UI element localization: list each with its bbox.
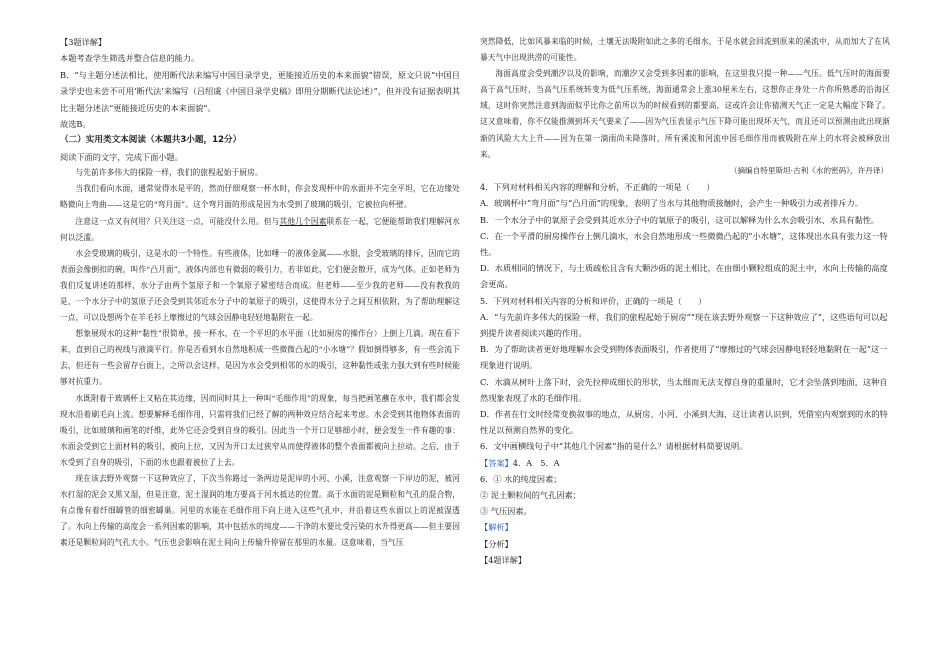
article-paragraph-6: 水既附着于玻璃杯上又粘在其边缘，因而同时其上一种叫“毛细作用”的现象，每当把画笔蘸在水中，我们都会发现水沿着刷毛向上流。想要解释毛细作用，只需将我们已经了解的两种效应结合起来考虑。水会受到其他物体表面的吸引，比如玻璃和画笔的纤维，此外它还会受到自身的吸引。因此当一个开口足够细小时，便会发生一件有趣的事：水面会受到它上面材料的吸引，被向上拉，又因为开口太过狭窄从而使得液体的整个表面都被向上拉动。之后，由于水受到了自身的吸引，下面的水也跟着被拉了上去。 [60,393,460,467]
analysis-subtag: 【分析】 [480,538,513,549]
q3-detail-tag: 【3题详解】 [60,37,107,47]
article-paragraph-8: 突然降低，比如风暴来临的时候，土壤无法吸附如此之多的毛细水，于是水就会回流到原来的溪流中，从而加大了在风暴天气中出现洪涝的可能性。 [480,37,890,63]
q3-option-b-analysis: B．“与主题分述法相比，使用断代法来编写中国目录学史，更能接近历史的本来面貌”错误，原文只说“中国目录学史也未尝不可用‘断代法’来编写（吕绍虞《中国目录学史稿》即用分期断代法论述）”，但并没有证据表明其比主题分述法“更能接近历史的本来面貌”。 [60,69,460,113]
question-4-option-a: A．玻璃杯中“弯月面”与“凸月面”的现象，表明了当水与其他物质接触时，会产生一种吸引力或者排斥力。 [480,198,863,209]
answer-text: 4．A 5．A [512,457,560,468]
analysis-tag: 【解析】 [480,522,513,533]
question-5: 5．下列对材料相关内容的分析和评价，正确的一项是（ ） [480,295,707,306]
answer-line [480,455,890,471]
question-4-option-c: C．在一个平滑的厨房操作台上倒几滴水，水会自然地形成一些微微凸起的“小水塘”，这体现出水具有张力这一特性。 [480,230,888,257]
article-source: （摘编自特里斯坦·古利《水的密码》，许丹译） [729,165,888,175]
answer-6-item-2: ② 泥土颗粒间的气孔因素； [480,490,581,501]
paragraph-3-pre: 注意这一点又有何用？只关注这一点，可能没什么用。但与 [75,216,280,226]
right-column [480,34,890,568]
question-4-option-d: D．水质相同的情况下，与土质疏松且含有大颗沙砾的泥土相比，在由细小颗粒组成的泥土中，水向上传输的高度会更高。 [480,263,888,290]
left-column [60,34,460,552]
question-5-option-a: A．“与先前许多伟大的探险一样，我们的旅程起始于厨房”“现在该去野外观察一下这种效应了”，这些语句可以起到提升读者阅读兴趣的作用。 [480,311,888,338]
article-paragraph-2: 当我们看向水面，通常觉得水是平的，然而仔细观察一杯水时，你会发现杯中的水面并不完全平坦，它在边缘处略微向上弯曲——这是它的“弯月面”。这个弯月面的形成是因为水受到了玻璃的吸引，它被拉向杯壁。 [60,184,460,210]
answer-6-item-3: ③ 气压因素。 [480,506,532,517]
article-paragraph-5: 想象展现水的这种“黏性”很简单，接一杯水，在一个平坦的水平面（比如厨房的操作台）上倒上几滴。现在看下来，直到自己的视线与液滴平行。你是否看到水自然地积成一些微微凸起的“小水塘”？假如倒得够多，有一些会流下去，但还有一些会留存台面上，之所以会这样，是因为水会受到相邻的水的吸引，这种黏性或张力强大到有些时候能够对抗重力。 [60,329,460,387]
question-4-detail-tag: 【4题详解】 [480,554,527,565]
question-4: 4．下列对材料相关内容的理解和分析，不正确的一项是（ ） [480,182,715,193]
question-5-option-c: C．水滴从树叶上落下时，会先拉伸成细长的形状，当太细而无法支撑自身的重量时，它才会坠落到地面，这种自然现象表现了水的毛细作用。 [480,376,888,403]
q3-answer: 故选B。 [60,119,91,130]
underlined-phrase: 其他几个因素 [279,216,327,226]
article-paragraph-3 [60,214,460,246]
question-5-option-d: D．作者在行文时经常变换叙事的地点，从厨房、小河、小溪到大海，这让读者认识到，凭借室内观察到的水的特性足以预测自然界的变化。 [480,409,888,436]
question-5-option-b: B．为了帮助读者更好地理解水会受到物体表面吸引，作者使用了“摩擦过的气球会因静电轻轻地黏附在一起”这一现象进行说明。 [480,344,888,371]
answer-tag: 【答案】 [480,457,513,468]
article-paragraph-4: 水会受玻璃的吸引，这是水的一个特性。有些液体，比如唾一的液体金属——水银，会受玻璃的排斥，因而它的表面会像倒扣的碗，叫作“凸月面”，液体内部也有微弱的吸引力，若非如此，它们便会散开，成为气体。正如老师为我们反复讲述的那样，水分子由两个氢原子和一个氧原子紧密结合而成。但老师——至少我的老师——没有教我的是，一个水分子中的氢原子还会受到其邻近水分子中的氧原子的吸引，这使得水分子之间互相依附，为了帮助理解这一点，可以设想两个在羊毛衫上摩擦过的气球会因静电轻轻地黏附在一起。 [60,248,460,323]
paragraph-3-post: 联系在一起，它便能帮助我们理解河水何以泛滥。 [60,216,460,242]
question-6: 6．文中画横线句子中“其他几个因素”指的是什么？请根据材料简要说明。 [480,441,748,452]
section-title: （二）实用类文本阅读（本题共3小题，12分） [60,135,242,146]
article-paragraph-9: 海面高度会受到潮汐以及的影响，而潮汐又会受到多因素的影响，在这里我只提一种——气压。低气压时的海面要高于高气压时，当高气压系统转变为低气压系统，海面通常会上涨30厘米左右，这想你正身处一片你所熟悉的沿海区域，这时你突然注意到海面似乎比你之前所以为的时候看到的都要高，这或许会让你猜测天气正一定是大幅度下降了。这又意味着，你不仅能推测到坏天气要来了——因为气压表显示气压下降可能出现坏天气，而且还可以预测由此出现渐渐的风险大大上升——因为在第一滴雨尚未降落时，所有溪流和河流中因毛细作用而被吸附在岸上的水将会被释放出来。 [480,69,890,159]
article-paragraph-1: 与先前许多伟大的探险一样，我们的旅程起始于厨房。 [75,168,263,178]
q3-intro: 本题考查学生筛选并整合信息的能力。 [60,53,200,64]
article-paragraph-7: 现在该去野外观察一下这种效应了，下次当你路过一条两边是泥岸的小河、小溪，注意观察一下岸边的泥，被河水打湿的泥会又黑又湿，但是注意，泥土湿润的地方要高于河水抵达的位置。高于水面的泥是颗粒和气孔的混合物，有点像有着纤细罅管的细密罅巢。河里的水能在毛细作用下向上进入这些气孔中，并沿着这些水面以上的泥被湿透了。水向上传输的高度会一系列因素的影响，其中包括水的纯度——干净的水要比受污染的水升得更高——但主要因素还是颗粒间的气孔大小。气压也会影响在泥土间向上传输升停留在那里的水量。这意味着，当气压 [60,474,460,548]
answer-6-item-1: 6．① 水的纯度因素； [480,473,562,484]
question-4-option-b: B．一个水分子中的氧原子会受到其近水分子中的氧原子的吸引，这可以解释为什么水会吸引水、水具有黏性。 [480,214,880,225]
reading-instruction: 阅读下面的文字，完成下面小题。 [60,151,183,162]
